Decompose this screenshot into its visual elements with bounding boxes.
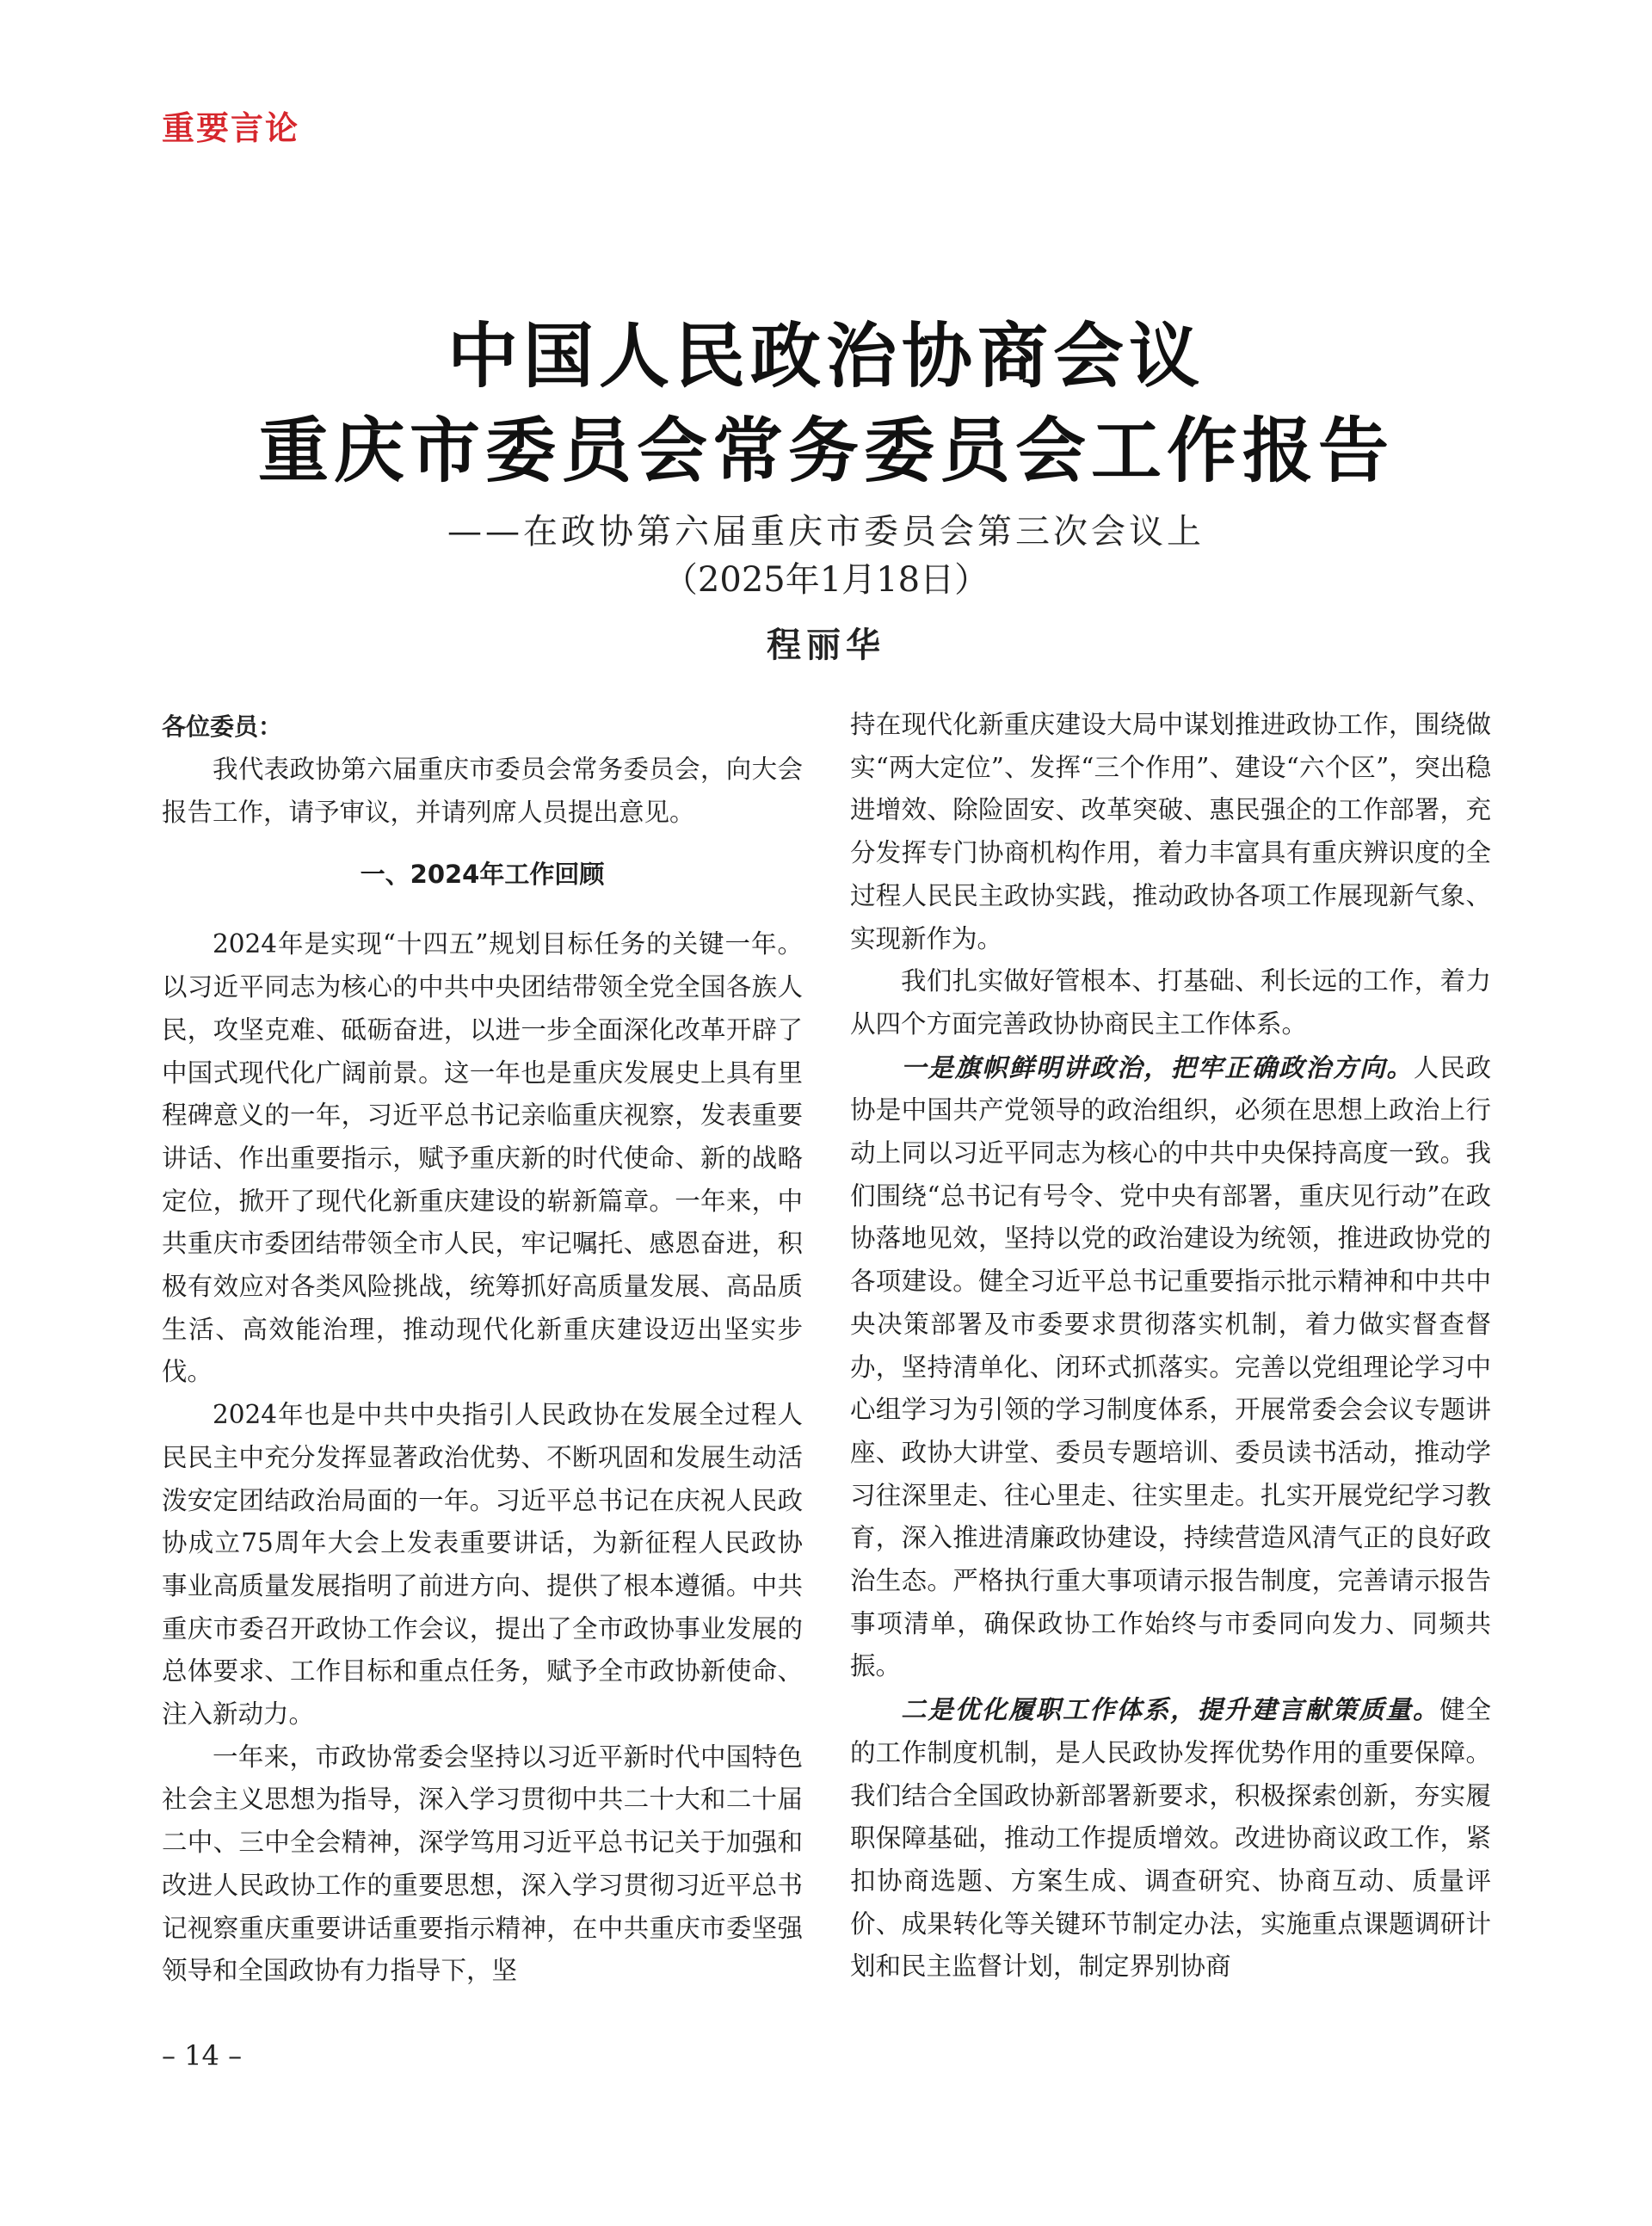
author: 程丽华: [767, 625, 885, 665]
subtitle: ——在政协第六届重庆市委员会第三次会议上: [447, 512, 1205, 552]
paragraph: [850, 1688, 1491, 1989]
paragraph: 2024年是实现“十四五”规划目标任务的关键一年。以习近平同志为核心的中共中央团结带领全党全国各族人民，攻坚克难、砥砺奋进，以进一步全面深化改革开辟了中国式现代化广阔前景。这一年也是重庆发展史上具有里程碑意义的一年，习近平总书记亲临重庆视察，发表重要讲话、作出重要指示，赋予重庆新的时代使命、新的战略定位，掀开了现代化新重庆建设的崭新篇章。一年来，中共重庆市委团结带领全市人民，牢记嘱托、感恩奋进，积极有效应对各类风险挑战，统筹抓好高质量发展、高品质生活、高效能治理，推动现代化新重庆建设迈出坚实步伐。: [162, 929, 803, 1387]
left-column: [162, 706, 803, 1993]
paragraph-continued: 持在现代化新重庆建设大局中谋划推进政协工作，围绕做实“两大定位”、发挥“三个作用”、建设“六个区”，突出稳进增效、除险固安、改革突破、惠民强企的工作部署，充分发挥专门协商机构作用，着力丰富具有重庆辨识度的全过程人民民主政协实践，推动政协各项工作展现新气象、实现新作为。: [850, 710, 1491, 953]
paragraph-body: 人民政协是中国共产党领导的政治组织，必须在思想上政治上行动上同以习近平同志为核心的中共中央保持高度一致。我们围绕“总书记有号令、党中央有部署，重庆见行动”在政协落地见效，坚持以党的政治建设为统领，推进政协党的各项建设。健全习近平总书记重要指示批示精神和中共中央决策部署及市委要求贯彻落实机制，着力做实督查督办，坚持清单化、闭环式抓落实。完善以党组理论学习中心组学习为引领的学习制度体系，开展常委会会议专题讲座、政协大讲堂、委员专题培训、委员读书活动，推动学习往深里走、往心里走、往实里走。扎实开展党纪学习教育，深入推进清廉政协建设，持续营造风清气正的良好政治生态。严格执行重大事项请示报告制度，完善请示报告事项清单，确保政协工作始终与市委同向发力、同频共振。: [850, 1052, 1491, 1681]
page-number: – 14 –: [162, 2039, 243, 2072]
salutation: 各位委员：: [162, 712, 283, 741]
paragraph: 2024年也是中共中央指引人民政协在发展全过程人民民主中充分发挥显著政治优势、不断巩固和发展生动活泼安定团结政治局面的一年。习近平总书记在庆祝人民政协成立75周年大会上发表重要讲话，为新征程人民政协事业高质量发展指明了前进方向、提供了根本遵循。中共重庆市委召开政协工作会议，提出了全市政协事业发展的总体要求、工作目标和重点任务，赋予全市政协新使命、注入新动力。: [162, 1400, 803, 1730]
title-line-2: 重庆市委员会常务委员会工作报告: [257, 410, 1394, 492]
paragraph-body: 健全的工作制度机制，是人民政协发挥优势作用的重要保障。我们结合全国政协新部署新要求，积极探索创新，夯实履职保障基础，推动工作提质增效。改进协商议政工作，紧扣协商选题、方案生成、调查研究、协商互动、质量评价、成果转化等关键环节制定办法，实施重点课题调研计划和民主监督计划，制定界别协商: [850, 1695, 1491, 1982]
title-block: [0, 310, 1652, 669]
title-line-1: 中国人民政治协商会议: [447, 316, 1205, 398]
section-heading: 一、2024年工作回顾: [360, 860, 605, 890]
paragraph-lead: 二是优化履职工作体系，提升建言献策质量。: [901, 1694, 1440, 1725]
paragraph-lead: 一是旗帜鲜明讲政治，把牢正确政治方向。: [901, 1051, 1414, 1082]
intro-paragraph: 我代表政协第六届重庆市委员会常务委员会，向大会报告工作，请予审议，并请列席人员提出意见。: [162, 755, 803, 827]
report-date: （2025年1月18日）: [663, 560, 989, 600]
paragraph: [850, 1046, 1491, 1689]
paragraph: 一年来，市政协常委会坚持以习近平新时代中国特色社会主义思想为指导，深入学习贯彻中共二十大和二十届二中、三中全会精神，深学笃用习近平总书记关于加强和改进人民政协工作的重要思想，深入学习贯彻习近平总书记视察重庆重要讲话重要指示精神，在中共重庆市委坚强领导和全国政协有力指导下，坚: [162, 1742, 803, 1986]
right-column: [850, 704, 1491, 1989]
section-tag: 重要言论: [162, 109, 300, 147]
paragraph: 我们扎实做好管根本、打基础、利长远的工作，着力从四个方面完善政协协商民主工作体系。: [850, 966, 1491, 1039]
